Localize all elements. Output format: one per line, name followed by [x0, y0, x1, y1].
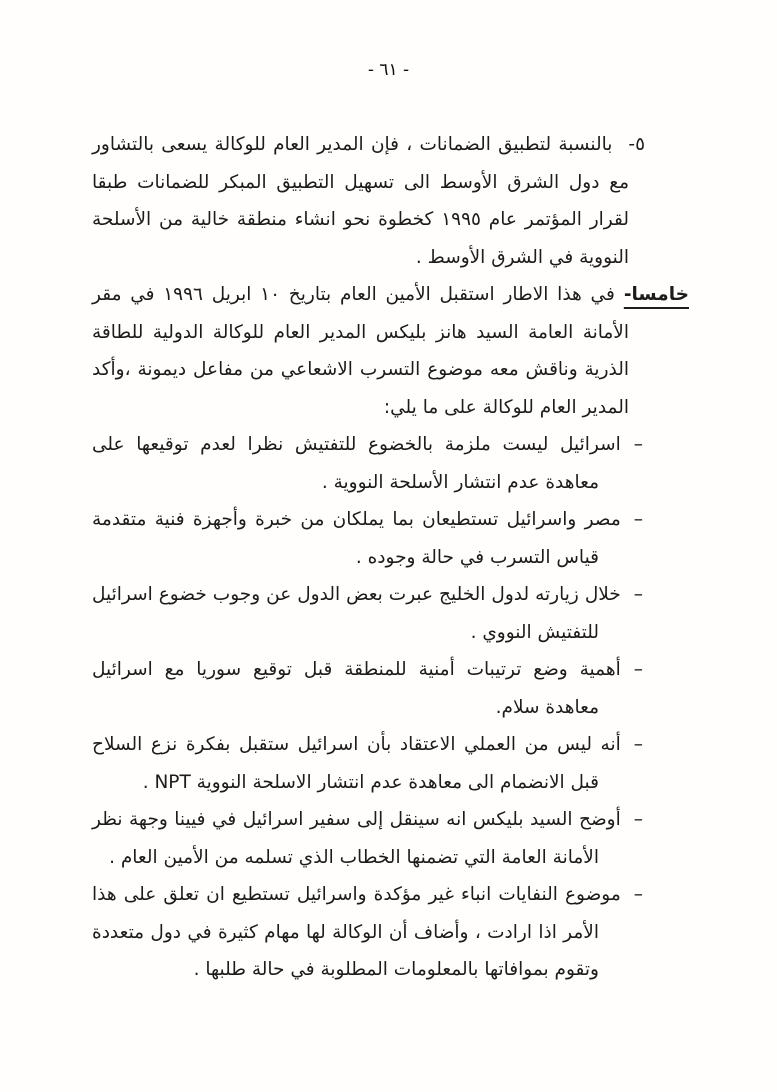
- page-number: - ٦١ -: [367, 60, 410, 80]
- dash-bullet-marker: –: [633, 659, 643, 680]
- list-item: [92, 501, 689, 576]
- numbered-item-5: [92, 126, 689, 276]
- document-content: [92, 126, 689, 989]
- dash-bullet-marker: –: [633, 884, 643, 905]
- list-item-text: موضوع النفايات انباء غير مؤكدة واسرائيل تستطيع ان تعلق على هذا الأمر اذا ارادت ، وأضاف أن الوكالة لها مهام كثيرة في دول متعددة وتقوم بموافاتها بالمعلومات المطلوبة في حالة طلبها .: [92, 884, 621, 980]
- section-text: في هذا الاطار استقبل الأمين العام بتاريخ ١٠ ابريل ١٩٩٦ في مقر الأمانة العامة السيد هانز بليكس المدير العام للوكالة الدولية للطاقة الذرية وناقش معه موضوع التسرب الاشعاعي من مفاعل ديمونة ،وأكد المدير العام للوكالة على ما يلي:: [92, 284, 629, 418]
- dash-bullet-marker: –: [633, 734, 643, 755]
- dash-bullet-marker: –: [633, 434, 643, 455]
- list-item: [92, 726, 689, 801]
- list-item: [92, 801, 689, 876]
- bullet-list: [92, 426, 689, 989]
- item-text: بالنسبة لتطبيق الضمانات ، فإن المدير العام للوكالة يسعى بالتشاور مع دول الشرق الأوسط الى تسهيل التطبيق المبكر للضمانات طبقا لقرار المؤتمر عام ١٩٩٥ كخطوة نحو انشاء منطقة خالية من الأسلحة النووية في الشرق الأوسط .: [92, 134, 629, 268]
- section-heading: خامسا-: [623, 284, 689, 305]
- list-item-text: أوضح السيد بليكس انه سينقل إلى سفير اسرائيل في فيينا وجهة نظر الأمانة العامة التي تضمنها الخطاب الذي تسلمه من الأمين العام .: [92, 809, 621, 868]
- section-khamisan: [92, 276, 689, 426]
- dash-bullet-marker: –: [633, 509, 643, 530]
- item-number-marker: ٥-: [628, 134, 645, 155]
- list-item-text: اسرائيل ليست ملزمة بالخضوع للتفتيش نظرا لعدم توقيعها على معاهدة عدم انتشار الأسلحة النووية .: [92, 434, 621, 493]
- list-item-text: مصر واسرائيل تستطيعان بما يملكان من خبرة وأجهزة فنية متقدمة قياس التسرب في حالة وجوده .: [92, 509, 621, 568]
- list-item: [92, 651, 689, 726]
- list-item: [92, 576, 689, 651]
- list-item-text: أهمية وضع ترتيبات أمنية للمنطقة قبل توقيع سوريا مع اسرائيل معاهدة سلام.: [92, 659, 621, 718]
- dash-bullet-marker: –: [633, 809, 643, 830]
- list-item: [92, 426, 689, 501]
- list-item: [92, 876, 689, 989]
- list-item-text: أنه ليس من العملي الاعتقاد بأن اسرائيل ستقبل بفكرة نزع السلاح قبل الانضمام الى معاهدة عدم انتشار الاسلحة النووية NPT .: [92, 734, 621, 793]
- dash-bullet-marker: –: [633, 584, 643, 605]
- list-item-text: خلال زيارته لدول الخليج عبرت بعض الدول عن وجوب خضوع اسرائيل للتفتيش النووي .: [92, 584, 621, 643]
